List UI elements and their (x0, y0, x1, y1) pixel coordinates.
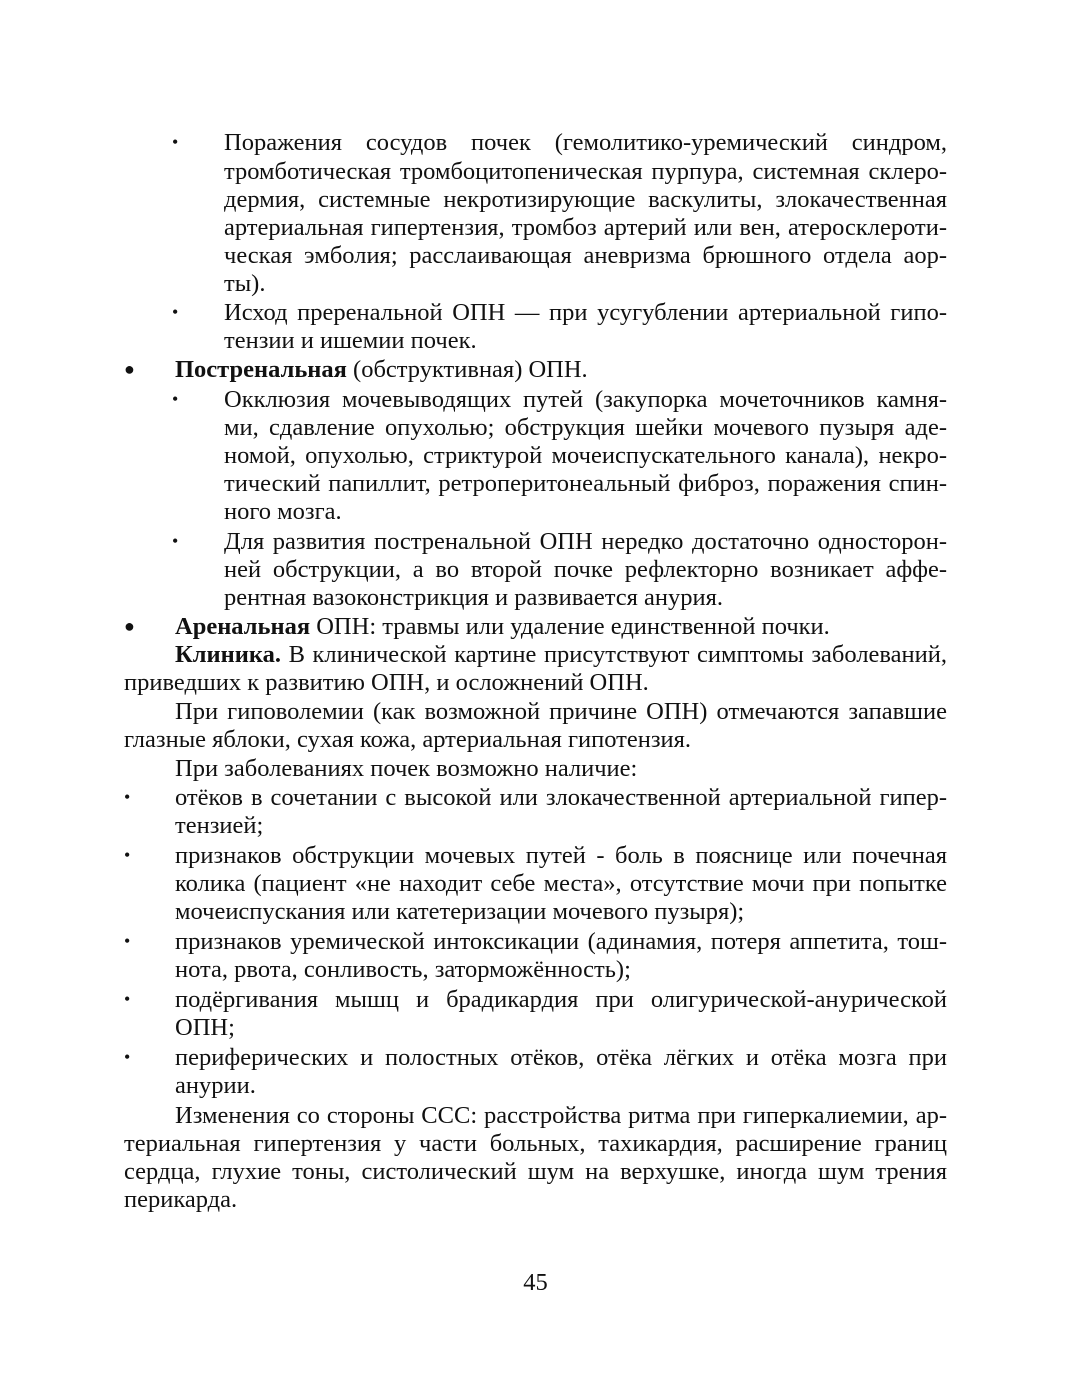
text-line: тромботическая тромбоцитопеническая пурпура, системная склеро- (224, 158, 947, 185)
text-line: тензией; (175, 812, 264, 839)
postrenal-heading: Постренальная (обструктивная) ОПН. (175, 356, 588, 383)
text-line: анурии. (175, 1072, 256, 1099)
text-line: ми, сдавление опухолью; обструкция шейки мочевого пузыря аде- (224, 414, 947, 441)
bullet-marker: • (124, 931, 131, 951)
text-line: При заболеваниях почек возможно наличие: (175, 755, 638, 782)
bullet-marker: • (124, 787, 131, 807)
bullet-marker: • (172, 389, 179, 409)
text-line: подёргивания мышц и брадикардия при олигурической-анурической (175, 986, 947, 1013)
text-line: перикарда. (124, 1186, 238, 1213)
text-line: Окклюзия мочевыводящих путей (закупорка мочеточников камня- (224, 386, 947, 413)
bullet-marker: ● (124, 359, 135, 379)
clinic-paragraph-line: Клиника. В клинической картине присутствуют симптомы заболеваний, (175, 641, 947, 668)
bullet-marker: • (124, 1047, 131, 1067)
arenal-heading: Аренальная ОПН: травмы или удаление единственной почки. (175, 613, 830, 640)
text-line: При гиповолемии (как возможной причине ОПН) отмечаются запавшие (175, 698, 947, 725)
text-line: периферических и полостных отёков, отёка лёгких и отёка мозга при (175, 1044, 947, 1071)
bullet-marker: • (172, 132, 179, 152)
text-line: ОПН; (175, 1014, 235, 1041)
text-line: мочеиспускания или катетеризации мочевого пузыря); (175, 898, 745, 925)
text-line: ного мозга. (224, 498, 342, 525)
text-line: ческая эмболия; расслаивающая аневризма брюшного отдела аор- (224, 242, 947, 269)
bullet-marker: • (172, 531, 179, 551)
text-line: нота, рвота, сонливость, заторможённость); (175, 956, 631, 983)
text-line: признаков уремической интоксикации (адинамия, потеря аппетита, тош- (175, 928, 947, 955)
text-line: ты). (224, 270, 266, 297)
text-line: Поражения сосудов почек (гемолитико-уремический синдром, (224, 129, 947, 156)
text-line: глазные яблоки, сухая кожа, артериальная гипотензия. (124, 726, 692, 753)
text-line: тензии и ишемии почек. (224, 327, 477, 354)
text-line: признаков обструкции мочевых путей - боль в пояснице или почечная (175, 842, 947, 869)
text-line: приведших к развитию ОПН, и осложнений ОПН. (124, 669, 649, 696)
text-line: сердца, глухие тоны, систолический шум на верхушке, иногда шум трения (124, 1158, 947, 1185)
text-line: Изменения со стороны ССС: расстройства ритма при гиперкалиемии, ар- (175, 1102, 947, 1129)
text-line: териальная гипертензия у части больных, тахикардия, расширение границ (124, 1130, 947, 1157)
page-number: 45 (523, 1269, 548, 1296)
text-line: отёков в сочетании с высокой или злокачественной артериальной гипер- (175, 784, 947, 811)
bullet-marker: • (172, 302, 179, 322)
text-line: номой, опухолью, стриктурой мочеиспускательного канала), некро- (224, 442, 947, 469)
text-line: артериальная гипертензия, тромбоз артерий или вен, атеросклероти- (224, 214, 947, 241)
text-line: дермия, системные некротизирующие васкулиты, злокачественная (224, 186, 947, 213)
text-line: рентная вазоконстрикция и развивается анурия. (224, 584, 723, 611)
text-line: Исход преренальной ОПН — при усугублении артериальной гипо- (224, 299, 947, 326)
text-line: ней обструкции, а во второй почке рефлекторно возникает аффе- (224, 556, 947, 583)
bullet-marker: • (124, 845, 131, 865)
text-line: Для развития постренальной ОПН нередко достаточно односторон- (224, 528, 947, 555)
bullet-marker: • (124, 989, 131, 1009)
bullet-marker: ● (124, 616, 135, 636)
text-line: тический папиллит, ретроперитонеальный фиброз, поражения спин- (224, 470, 947, 497)
text-line: колика (пациент «не находит себе места», отсутствие мочи при попытке (175, 870, 947, 897)
